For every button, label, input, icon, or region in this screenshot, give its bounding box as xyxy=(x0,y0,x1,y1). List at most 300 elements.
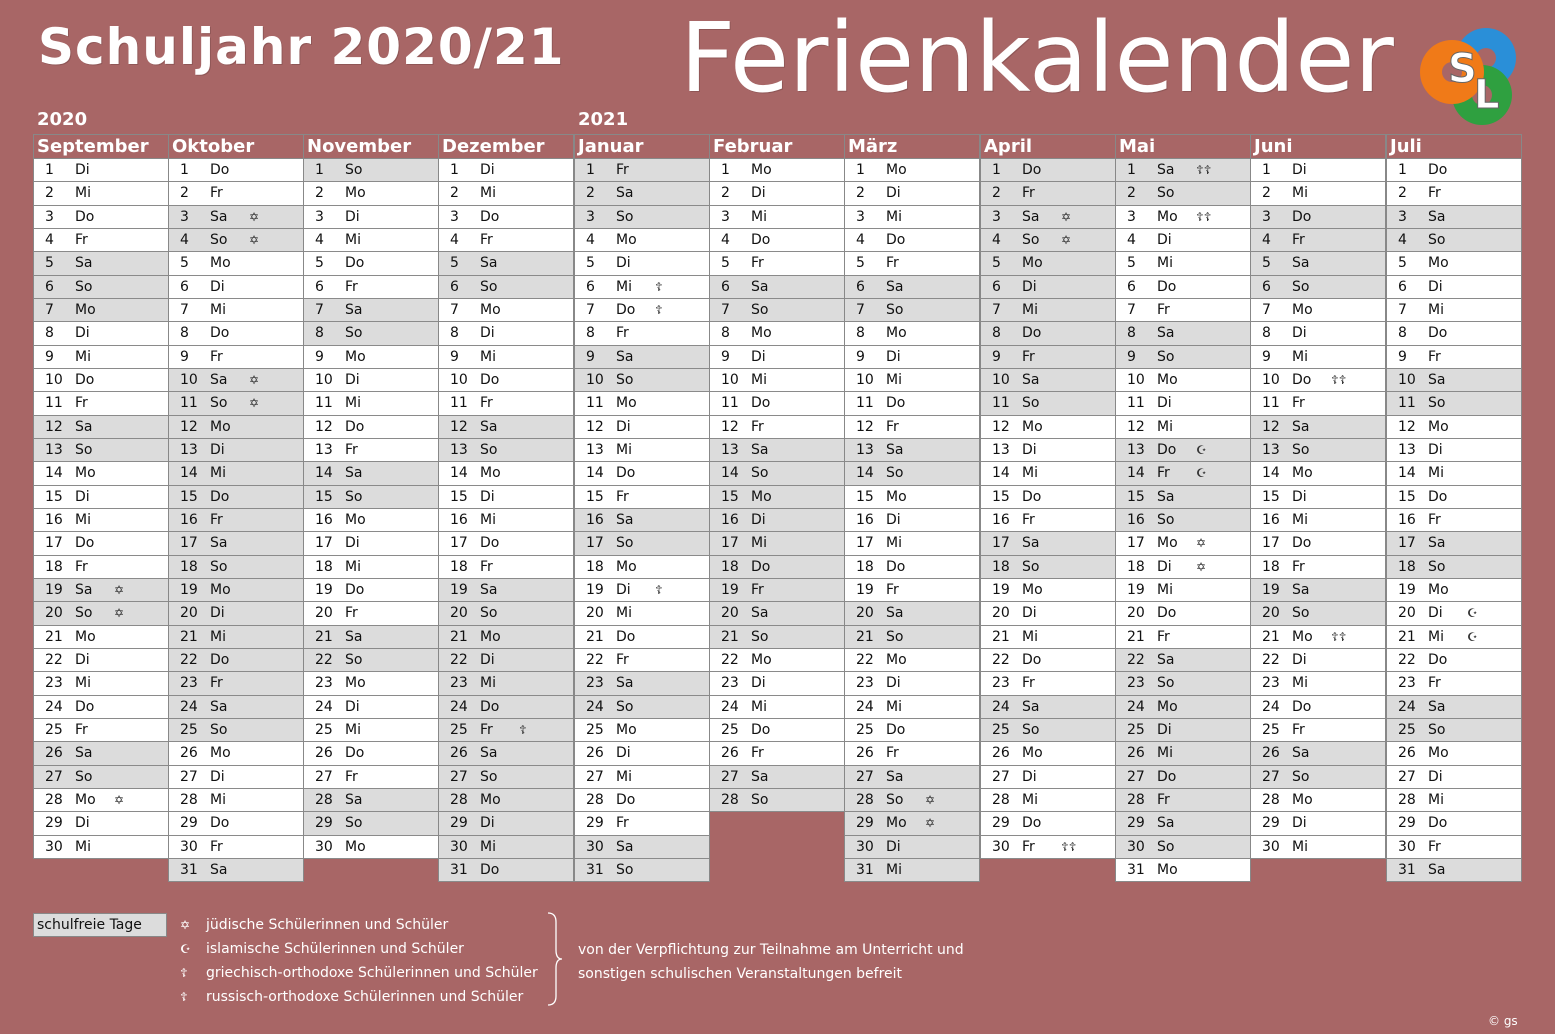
day-number: 8 xyxy=(180,325,189,342)
day-number: 4 xyxy=(1127,231,1136,248)
day-row xyxy=(1116,696,1250,719)
weekday: Fr xyxy=(210,675,223,692)
weekday: Do xyxy=(480,208,500,225)
day-number: 17 xyxy=(992,535,1010,552)
weekday: Fr xyxy=(480,395,493,412)
day-row xyxy=(1387,742,1521,765)
day-row xyxy=(710,416,844,439)
weekday: Mi xyxy=(751,698,767,715)
day-row xyxy=(1251,649,1385,672)
day-row xyxy=(845,789,979,812)
weekday: Sa xyxy=(345,628,363,645)
weekday: Do xyxy=(1157,278,1177,295)
day-row xyxy=(34,206,168,229)
day-row xyxy=(1116,812,1250,835)
day-row xyxy=(439,742,573,765)
day-row xyxy=(304,346,438,369)
day-number: 9 xyxy=(721,348,730,365)
day-number: 25 xyxy=(856,721,874,738)
day-row xyxy=(1387,159,1521,182)
day-number: 22 xyxy=(1262,651,1280,668)
day-number: 6 xyxy=(1127,278,1136,295)
day-row xyxy=(1251,462,1385,485)
day-row xyxy=(845,159,979,182)
day-row xyxy=(169,392,303,415)
day-row xyxy=(1116,486,1250,509)
day-number: 31 xyxy=(450,861,468,878)
weekday: Di xyxy=(75,815,90,832)
weekday: So xyxy=(210,721,228,738)
weekday: So xyxy=(345,162,363,178)
weekday: Fr xyxy=(751,255,764,272)
day-number: 28 xyxy=(856,791,874,808)
religious-holiday-icon: ✡ xyxy=(249,232,260,247)
weekday: Sa xyxy=(1428,208,1446,225)
weekday: Sa xyxy=(886,441,904,458)
day-number: 30 xyxy=(1398,838,1416,855)
weekday: Mi xyxy=(886,535,902,552)
day-number: 24 xyxy=(1127,698,1145,715)
day-row xyxy=(439,719,573,742)
day-number: 19 xyxy=(315,581,333,598)
weekday: Mo xyxy=(75,465,96,482)
religious-holiday-icon: ☦☦ xyxy=(1331,629,1347,644)
day-row xyxy=(1116,276,1250,299)
day-number: 11 xyxy=(992,395,1010,412)
day-row xyxy=(1251,346,1385,369)
day-row xyxy=(575,159,709,182)
day-row xyxy=(710,742,844,765)
day-row xyxy=(1387,766,1521,789)
weekday: So xyxy=(616,698,634,715)
weekday: Mi xyxy=(1292,511,1308,528)
day-row xyxy=(575,462,709,485)
weekday: Do xyxy=(345,745,365,762)
day-number: 30 xyxy=(586,838,604,855)
day-row xyxy=(439,789,573,812)
day-number: 8 xyxy=(45,325,54,342)
weekday: Sa xyxy=(480,255,498,272)
day-number: 27 xyxy=(45,768,63,785)
day-row xyxy=(1116,229,1250,252)
day-number: 21 xyxy=(586,628,604,645)
day-row xyxy=(1116,789,1250,812)
weekday: Mo xyxy=(1022,255,1043,272)
day-number: 15 xyxy=(450,488,468,505)
weekday: Di xyxy=(886,838,901,855)
day-number: 18 xyxy=(1398,558,1416,575)
day-row xyxy=(1387,509,1521,532)
weekday: Do xyxy=(75,208,95,225)
day-row xyxy=(34,369,168,392)
day-number: 7 xyxy=(586,301,595,318)
day-number: 16 xyxy=(45,511,63,528)
weekday: Sa xyxy=(1157,488,1175,505)
weekday: Do xyxy=(1428,815,1448,832)
religious-holiday-icon: ☪ xyxy=(1196,466,1207,481)
weekday: Mi xyxy=(345,231,361,248)
day-number: 5 xyxy=(586,255,595,272)
day-row xyxy=(981,812,1115,835)
day-row xyxy=(1116,416,1250,439)
day-row xyxy=(845,859,979,882)
day-row xyxy=(169,719,303,742)
weekday: So xyxy=(345,815,363,832)
day-number: 19 xyxy=(1127,581,1145,598)
day-number: 19 xyxy=(992,581,1010,598)
day-row xyxy=(169,252,303,275)
weekday: Di xyxy=(616,581,631,598)
day-row xyxy=(981,789,1115,812)
day-row xyxy=(575,766,709,789)
day-row xyxy=(1387,579,1521,602)
weekday: Fr xyxy=(1292,395,1305,412)
day-row xyxy=(845,602,979,625)
day-row xyxy=(439,532,573,555)
day-row xyxy=(304,556,438,579)
weekday: Sa xyxy=(1292,581,1310,598)
weekday: Di xyxy=(1292,651,1307,668)
day-row xyxy=(439,696,573,719)
weekday: Mi xyxy=(1292,675,1308,692)
day-row xyxy=(1116,206,1250,229)
day-number: 14 xyxy=(586,465,604,482)
weekday: So xyxy=(75,278,93,295)
weekday: Mi xyxy=(886,208,902,225)
day-row xyxy=(169,742,303,765)
day-row xyxy=(439,439,573,462)
month-header: September xyxy=(34,135,168,159)
day-number: 1 xyxy=(315,162,324,178)
day-number: 25 xyxy=(180,721,198,738)
day-number: 11 xyxy=(1398,395,1416,412)
weekday: Do xyxy=(480,371,500,388)
year-label-2021: 2021 xyxy=(578,109,629,130)
day-row xyxy=(1251,299,1385,322)
weekday: Mi xyxy=(751,371,767,388)
day-number: 22 xyxy=(45,651,63,668)
weekday: Di xyxy=(210,441,225,458)
legend-item xyxy=(180,965,538,981)
weekday: Fr xyxy=(1157,628,1170,645)
day-row xyxy=(1251,789,1385,812)
day-number: 14 xyxy=(856,465,874,482)
legend-text: russisch-orthodoxe Schülerinnen und Schüler xyxy=(206,989,524,1005)
day-row xyxy=(845,182,979,205)
day-row xyxy=(439,626,573,649)
day-row xyxy=(304,276,438,299)
weekday: So xyxy=(1428,395,1446,412)
weekday: So xyxy=(480,278,498,295)
day-number: 2 xyxy=(721,185,730,202)
weekday: So xyxy=(1428,558,1446,575)
day-row xyxy=(845,649,979,672)
weekday: So xyxy=(1292,605,1310,622)
day-number: 24 xyxy=(1262,698,1280,715)
day-row xyxy=(710,532,844,555)
day-number: 27 xyxy=(180,768,198,785)
weekday: Mi xyxy=(1428,791,1444,808)
weekday: Do xyxy=(1428,162,1448,178)
day-number: 5 xyxy=(1398,255,1407,272)
day-number: 12 xyxy=(856,418,874,435)
weekday: Mo xyxy=(1157,535,1178,552)
day-row xyxy=(304,322,438,345)
weekday: Di xyxy=(1022,768,1037,785)
weekday: Mi xyxy=(480,348,496,365)
day-row xyxy=(710,392,844,415)
day-row xyxy=(575,252,709,275)
day-row xyxy=(34,182,168,205)
weekday: Sa xyxy=(210,371,228,388)
year-label-2020: 2020 xyxy=(37,109,88,130)
weekday: Fr xyxy=(751,581,764,598)
day-number: 7 xyxy=(1127,301,1136,318)
day-number: 23 xyxy=(315,675,333,692)
day-row xyxy=(845,672,979,695)
weekday: Mi xyxy=(616,278,632,295)
day-number: 31 xyxy=(1398,861,1416,878)
weekday: Di xyxy=(480,815,495,832)
day-row xyxy=(169,416,303,439)
day-number: 7 xyxy=(721,301,730,318)
weekday: Mi xyxy=(345,558,361,575)
weekday: Mo xyxy=(1428,745,1449,762)
weekday: Do xyxy=(210,651,230,668)
weekday: Mi xyxy=(1292,348,1308,365)
day-number: 6 xyxy=(45,278,54,295)
weekday: Di xyxy=(1428,605,1443,622)
day-row xyxy=(710,462,844,485)
weekday: Do xyxy=(616,465,636,482)
weekday: So xyxy=(480,768,498,785)
day-row xyxy=(169,509,303,532)
legend-text: jüdische Schülerinnen und Schüler xyxy=(206,917,449,933)
day-row xyxy=(304,626,438,649)
day-number: 5 xyxy=(1262,255,1271,272)
day-row xyxy=(1251,742,1385,765)
day-row xyxy=(304,392,438,415)
weekday: Mo xyxy=(886,651,907,668)
day-number: 30 xyxy=(450,838,468,855)
day-number: 1 xyxy=(450,162,459,178)
day-row xyxy=(1116,532,1250,555)
day-number: 10 xyxy=(992,371,1010,388)
day-number: 16 xyxy=(1398,511,1416,528)
day-number: 12 xyxy=(45,418,63,435)
weekday: Fr xyxy=(616,162,629,178)
legend-item xyxy=(180,941,464,957)
weekday: Mi xyxy=(751,535,767,552)
day-row xyxy=(439,836,573,859)
day-number: 8 xyxy=(992,325,1001,342)
day-row xyxy=(34,602,168,625)
day-number: 29 xyxy=(180,815,198,832)
day-number: 25 xyxy=(721,721,739,738)
day-number: 7 xyxy=(856,301,865,318)
day-row xyxy=(439,766,573,789)
day-number: 29 xyxy=(1262,815,1280,832)
day-number: 27 xyxy=(1127,768,1145,785)
weekday: So xyxy=(1428,721,1446,738)
day-number: 18 xyxy=(1262,558,1280,575)
day-number: 18 xyxy=(180,558,198,575)
weekday: Mo xyxy=(886,815,907,832)
day-row xyxy=(1387,369,1521,392)
weekday: Sa xyxy=(1292,418,1310,435)
weekday: Sa xyxy=(210,698,228,715)
day-row xyxy=(575,579,709,602)
day-row xyxy=(575,509,709,532)
day-row xyxy=(1251,322,1385,345)
day-row xyxy=(845,346,979,369)
weekday: Di xyxy=(480,651,495,668)
weekday: Do xyxy=(210,325,230,342)
day-number: 23 xyxy=(180,675,198,692)
weekday: So xyxy=(616,535,634,552)
day-row xyxy=(1387,649,1521,672)
day-row xyxy=(981,766,1115,789)
weekday: Fr xyxy=(1022,838,1035,855)
weekday: Di xyxy=(345,208,360,225)
day-number: 17 xyxy=(315,535,333,552)
day-number: 22 xyxy=(586,651,604,668)
weekday: Do xyxy=(1428,488,1448,505)
day-number: 8 xyxy=(856,325,865,342)
weekday: Sa xyxy=(751,605,769,622)
weekday: Di xyxy=(1428,441,1443,458)
day-row xyxy=(304,696,438,719)
day-row xyxy=(1387,206,1521,229)
weekday: Mo xyxy=(210,581,231,598)
day-number: 30 xyxy=(1262,838,1280,855)
day-row xyxy=(981,509,1115,532)
day-row xyxy=(710,439,844,462)
day-row xyxy=(1251,276,1385,299)
legend-text: islamische Schülerinnen und Schüler xyxy=(206,941,464,957)
day-row xyxy=(1116,346,1250,369)
weekday: Mo xyxy=(1292,791,1313,808)
day-number: 29 xyxy=(1398,815,1416,832)
day-row xyxy=(710,369,844,392)
day-number: 12 xyxy=(315,418,333,435)
day-row xyxy=(981,742,1115,765)
weekday: Do xyxy=(1157,768,1177,785)
weekday: Mi xyxy=(616,605,632,622)
day-number: 31 xyxy=(856,861,874,878)
weekday: Sa xyxy=(75,255,93,272)
day-number: 19 xyxy=(586,581,604,598)
day-number: 26 xyxy=(1262,745,1280,762)
weekday: So xyxy=(210,395,228,412)
day-number: 17 xyxy=(586,535,604,552)
day-row xyxy=(981,836,1115,859)
weekday: Di xyxy=(751,348,766,365)
weekday: Di xyxy=(616,418,631,435)
weekday: Sa xyxy=(210,208,228,225)
day-number: 11 xyxy=(586,395,604,412)
weekday: Do xyxy=(1022,325,1042,342)
day-row xyxy=(169,532,303,555)
weekday: Sa xyxy=(75,581,93,598)
weekday: So xyxy=(751,791,769,808)
weekday: Di xyxy=(751,511,766,528)
weekday: Di xyxy=(886,185,901,202)
weekday: Fr xyxy=(616,651,629,668)
day-row xyxy=(169,369,303,392)
month-column-2 xyxy=(303,134,439,859)
day-row xyxy=(304,672,438,695)
day-number: 4 xyxy=(1398,231,1407,248)
day-row xyxy=(34,299,168,322)
weekday: Mi xyxy=(886,698,902,715)
day-row xyxy=(710,509,844,532)
weekday: Mo xyxy=(345,348,366,365)
weekday: Di xyxy=(1022,441,1037,458)
weekday: Di xyxy=(616,255,631,272)
day-row xyxy=(439,672,573,695)
legend-symbol-icon: ☦ xyxy=(180,990,188,1004)
day-number: 15 xyxy=(856,488,874,505)
day-number: 1 xyxy=(45,162,54,178)
day-number: 3 xyxy=(45,208,54,225)
weekday: Fr xyxy=(616,488,629,505)
day-row xyxy=(169,556,303,579)
day-row xyxy=(710,696,844,719)
day-row xyxy=(575,696,709,719)
day-row xyxy=(575,626,709,649)
weekday: Sa xyxy=(616,838,634,855)
weekday: Mi xyxy=(75,185,91,202)
weekday: So xyxy=(1022,395,1040,412)
weekday: So xyxy=(210,558,228,575)
day-number: 21 xyxy=(180,628,198,645)
weekday: Do xyxy=(1022,815,1042,832)
day-number: 27 xyxy=(1398,768,1416,785)
day-row xyxy=(845,556,979,579)
day-row xyxy=(845,416,979,439)
month-column-7 xyxy=(980,134,1116,859)
weekday: Mo xyxy=(616,231,637,248)
day-row xyxy=(575,602,709,625)
day-row xyxy=(169,789,303,812)
day-row xyxy=(169,626,303,649)
day-number: 16 xyxy=(992,511,1010,528)
day-row xyxy=(710,322,844,345)
day-row xyxy=(169,159,303,182)
weekday: So xyxy=(1157,348,1175,365)
day-number: 1 xyxy=(721,162,730,178)
day-number: 25 xyxy=(315,721,333,738)
weekday: Mo xyxy=(210,745,231,762)
day-row xyxy=(710,602,844,625)
day-row xyxy=(575,812,709,835)
day-number: 1 xyxy=(1127,162,1136,178)
day-row xyxy=(169,346,303,369)
day-number: 13 xyxy=(180,441,198,458)
day-number: 20 xyxy=(315,605,333,622)
weekday: Do xyxy=(1292,698,1312,715)
day-row xyxy=(34,346,168,369)
weekday: Di xyxy=(345,371,360,388)
day-row xyxy=(710,252,844,275)
day-number: 23 xyxy=(992,675,1010,692)
day-number: 30 xyxy=(45,838,63,855)
day-row xyxy=(981,439,1115,462)
weekday: So xyxy=(1292,768,1310,785)
day-number: 25 xyxy=(1398,721,1416,738)
day-row xyxy=(439,649,573,672)
